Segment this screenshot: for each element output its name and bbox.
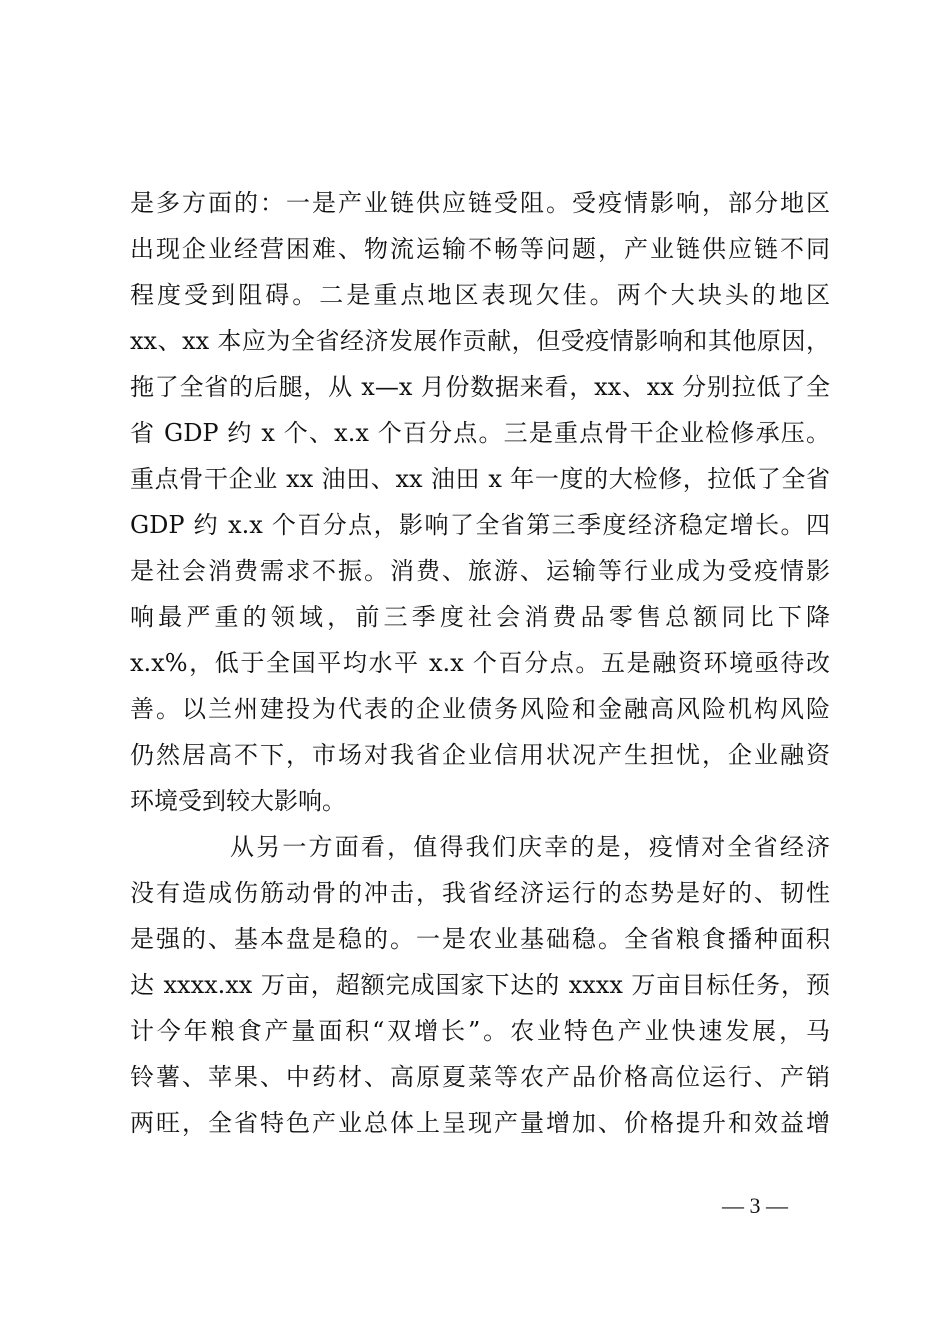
text-line: 程度受到阻碍。二是重点地区表现欠佳。两个大块头的地区 bbox=[130, 281, 830, 309]
text-line: 是强的、基本盘是稳的。一是农业基础稳。全省粮食播种面积 bbox=[130, 925, 830, 953]
text-line: 从另一方面看，值得我们庆幸的是，疫情对全省经济 bbox=[230, 833, 830, 861]
text-line: 没有造成伤筋动骨的冲击，我省经济运行的态势是好的、韧性 bbox=[130, 879, 830, 907]
paragraph-1 bbox=[130, 180, 830, 824]
text-line: 计今年粮食产量面积“双增长”。农业特色产业快速发展，马 bbox=[130, 1017, 830, 1045]
text-line: xx、xx 本应为全省经济发展作贡献，但受疫情影响和其他原因， bbox=[130, 327, 830, 355]
text-line: 铃薯、苹果、中药材、高原夏菜等农产品价格高位运行、产销 bbox=[130, 1063, 830, 1091]
body-text bbox=[130, 180, 830, 1146]
text-line: 达 xxxx.xx 万亩，超额完成国家下达的 xxxx 万亩目标任务，预 bbox=[130, 971, 830, 999]
text-line: 拖了全省的后腿，从 x—x 月份数据来看，xx、xx 分别拉低了全 bbox=[130, 373, 830, 401]
text-line: 两旺，全省特色产业总体上呈现产量增加、价格提升和效益增 bbox=[130, 1109, 830, 1137]
text-line: 是社会消费需求不振。消费、旅游、运输等行业成为受疫情影 bbox=[130, 557, 830, 585]
text-line: 省 GDP 约 x 个、x.x 个百分点。三是重点骨干企业检修承压。 bbox=[130, 419, 830, 447]
text-line: 出现企业经营困难、物流运输不畅等问题，产业链供应链不同 bbox=[130, 235, 830, 263]
text-line: GDP 约 x.x 个百分点，影响了全省第三季度经济稳定增长。四 bbox=[130, 511, 830, 539]
page-number: — 3 — bbox=[722, 1193, 788, 1218]
text-line: x.x%，低于全国平均水平 x.x 个百分点。五是融资环境亟待改 bbox=[130, 649, 830, 677]
text-line: 重点骨干企业 xx 油田、xx 油田 x 年一度的大检修，拉低了全省 bbox=[130, 465, 830, 493]
text-line: 环境受到较大影响。 bbox=[130, 787, 346, 815]
text-line: 是多方面的：一是产业链供应链受阻。受疫情影响，部分地区 bbox=[130, 189, 830, 217]
paragraph-2 bbox=[130, 824, 830, 1146]
text-line: 响最严重的领域，前三季度社会消费品零售总额同比下降 bbox=[130, 603, 830, 631]
text-line: 善。以兰州建投为代表的企业债务风险和金融高风险机构风险 bbox=[130, 695, 830, 723]
text-line: 仍然居高不下，市场对我省企业信用状况产生担忧，企业融资 bbox=[130, 741, 830, 769]
